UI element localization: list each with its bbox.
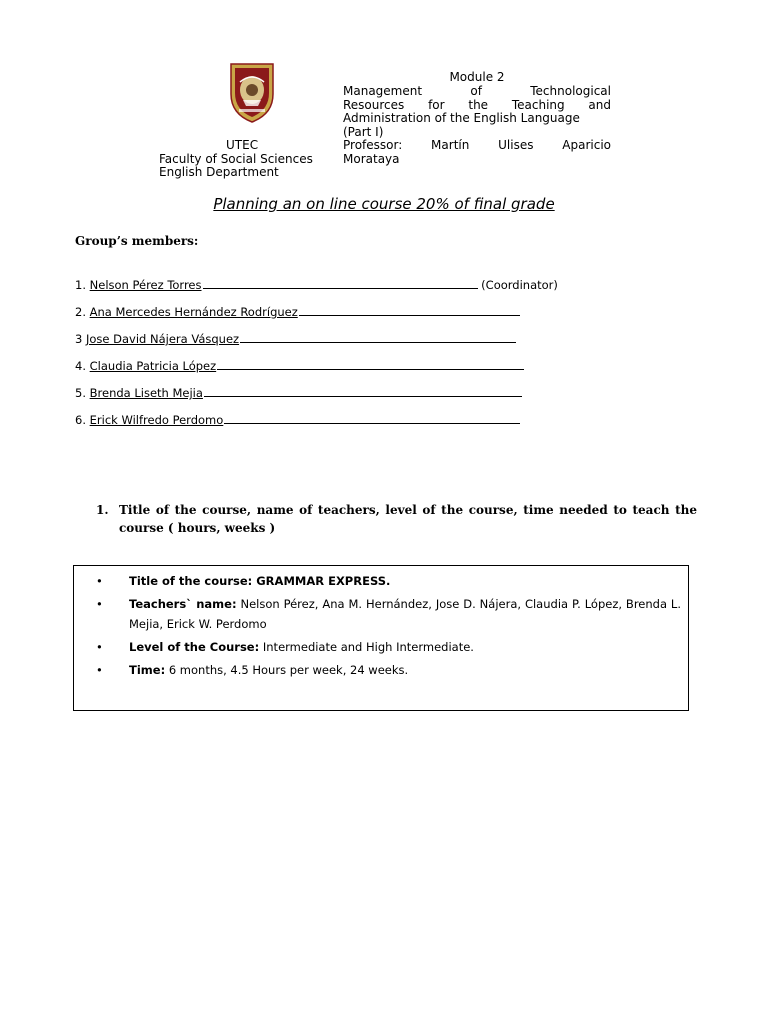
module-title: Module 2 [449,70,505,84]
members-label: Group’s members: [75,234,199,248]
member-name: Ana Mercedes Hernández Rodríguez [89,305,298,319]
member-row-2 [75,305,520,319]
member-role: (Coordinator) [481,278,558,292]
answer-label: Time: [129,663,166,677]
underline-blank [204,395,522,397]
underline-blank [224,422,520,424]
member-row-4 [75,359,524,373]
underline-blank [203,287,478,289]
member-name: Erick Wilfredo Perdomo [89,413,224,427]
answer-label: Title of the course: GRAMMAR EXPRESS. [129,574,391,588]
department-name: English Department [159,165,279,179]
bullet-icon: • [96,597,103,611]
member-row-1 [75,278,558,292]
university-name: UTEC [226,138,259,152]
answer-item-time [96,660,681,680]
answer-item-title [96,571,681,591]
answer-value: Intermediate and High Intermediate. [259,640,474,654]
member-row-6 [75,413,520,427]
answer-item-teachers [96,594,681,634]
bullet-icon: • [96,663,103,677]
module-part: (Part I) [343,124,384,139]
module-line-1: Management of Technological [343,84,611,98]
professor-last-name: Morataya [343,151,400,166]
answer-box [73,565,689,711]
underline-blank [217,368,524,370]
question-number: 1. [96,503,109,517]
answer-value: 6 months, 4.5 Hours per week, 24 weeks. [165,663,409,677]
module-line-2: Resources for the Teaching and [343,97,611,112]
question-1 [96,501,697,537]
utec-seal-logo [225,60,279,124]
member-name: Claudia Patricia López [89,359,217,373]
question-text: Title of the course, name of teachers, level of the course, time needed to teach the course ( hours, weeks ) [119,503,697,535]
member-number: 5. [75,386,86,400]
answer-label: Level of the Course: [129,640,260,654]
professor-line: Professor: Martín Ulises Aparicio [343,138,611,152]
answer-label: Teachers` name: [129,597,237,611]
module-line-3: Administration of the English Language [343,111,580,125]
member-number: 4. [75,359,86,373]
member-number: 3 [75,332,83,346]
member-number: 1. [75,278,86,292]
bullet-icon: • [96,574,103,588]
answer-item-level [96,637,681,657]
answer-value: Nelson Pérez, Ana M. Hernández, Jose D. Nájera, Claudia P. López, Brenda L. Mejia, Erick W. Perdomo [129,597,681,631]
document-title: Planning an on line course 20% of final grade [213,195,555,213]
member-number: 6. [75,413,86,427]
member-name: Brenda Liseth Mejia [89,386,203,400]
bullet-icon: • [96,640,103,654]
member-name: Jose David Nájera Vásquez [85,332,240,346]
member-name: Nelson Pérez Torres [89,278,202,292]
member-number: 2. [75,305,86,319]
faculty-name: Faculty of Social Sciences [159,151,313,166]
member-row-3 [75,332,516,346]
underline-blank [240,341,516,343]
member-row-5 [75,386,522,400]
underline-blank [299,314,520,316]
